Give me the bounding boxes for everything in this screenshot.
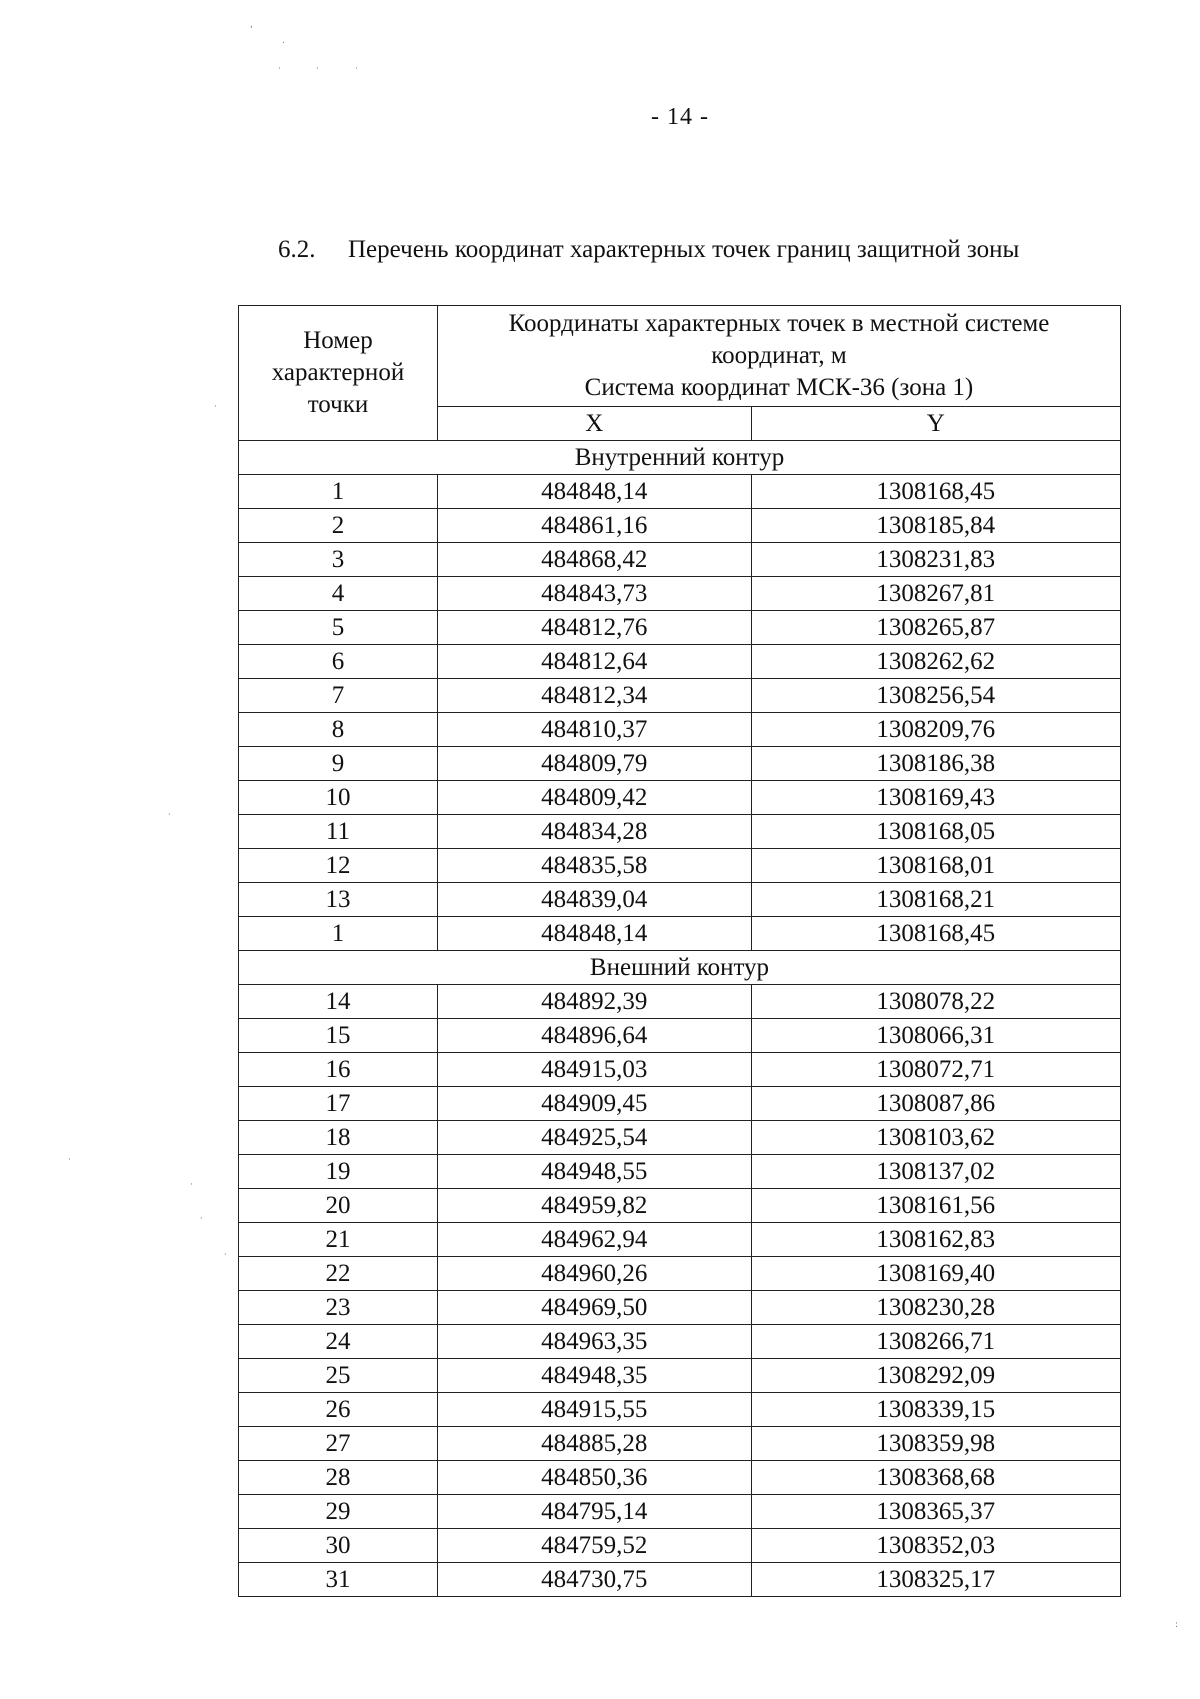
y-coordinate-cell: 1308185,84 [751, 509, 1121, 543]
scan-speck: · [224, 1250, 227, 1260]
y-coordinate-cell: 1308168,45 [751, 475, 1121, 509]
table-row [239, 1053, 1121, 1087]
section-number: 6.2. [278, 236, 316, 263]
y-coordinate-cell: 1308087,86 [751, 1087, 1121, 1121]
y-coordinate-cell: 1308209,76 [751, 713, 1121, 747]
table-row [239, 577, 1121, 611]
x-coordinate-cell: 484795,14 [437, 1495, 751, 1529]
coordinates-table [238, 305, 1121, 1597]
x-coordinate-cell: 484848,14 [437, 917, 751, 951]
x-coordinate-cell: 484850,36 [437, 1461, 751, 1495]
point-number-cell: 16 [239, 1053, 438, 1087]
point-number-cell: 1 [239, 475, 438, 509]
y-coordinate-cell: 1308265,87 [751, 611, 1121, 645]
table-row [239, 1427, 1121, 1461]
table-row [239, 883, 1121, 917]
table-row [239, 849, 1121, 883]
scan-speck: , [250, 20, 253, 30]
table-row [239, 1257, 1121, 1291]
point-number-cell: 9 [239, 747, 438, 781]
point-number-cell: 19 [239, 1155, 438, 1189]
point-number-cell: 8 [239, 713, 438, 747]
table-row [239, 1121, 1121, 1155]
table-row [239, 1019, 1121, 1053]
point-number-cell: 13 [239, 883, 438, 917]
table-row [239, 509, 1121, 543]
contour-header-row [239, 441, 1121, 475]
y-coordinate-cell: 1308072,71 [751, 1053, 1121, 1087]
table-row [239, 1155, 1121, 1189]
x-coordinate-cell: 484809,42 [437, 781, 751, 815]
y-coordinate-cell: 1308231,83 [751, 543, 1121, 577]
section-heading [278, 236, 1019, 264]
x-coordinate-cell: 484896,64 [437, 1019, 751, 1053]
table-row [239, 1087, 1121, 1121]
table-body [239, 441, 1121, 1597]
point-number-cell: 3 [239, 543, 438, 577]
point-number-cell: 28 [239, 1461, 438, 1495]
table-row [239, 917, 1121, 951]
y-coordinate-cell: 1308365,37 [751, 1495, 1121, 1529]
coordinates-header-line1: Координаты характерных точек в местной системе координат, м [508, 310, 1050, 369]
point-number-cell: 7 [239, 679, 438, 713]
point-number-cell: 6 [239, 645, 438, 679]
scan-speck: : [1175, 1620, 1179, 1630]
y-coordinate-cell: 1308186,38 [751, 747, 1121, 781]
table-row [239, 475, 1121, 509]
point-number-cell: 2 [239, 509, 438, 543]
table-row [239, 679, 1121, 713]
point-number-cell: 5 [239, 611, 438, 645]
point-number-cell: 20 [239, 1189, 438, 1223]
y-coordinate-cell: 1308267,81 [751, 577, 1121, 611]
y-coordinate-cell: 1308168,21 [751, 883, 1121, 917]
y-coordinate-cell: 1308078,22 [751, 985, 1121, 1019]
x-coordinate-cell: 484915,55 [437, 1393, 751, 1427]
point-number-cell: 1 [239, 917, 438, 951]
y-coordinate-cell: 1308266,71 [751, 1325, 1121, 1359]
y-coordinate-cell: 1308103,62 [751, 1121, 1121, 1155]
table-row [239, 713, 1121, 747]
coordinates-header [437, 306, 1120, 407]
table-row [239, 781, 1121, 815]
y-coordinate-cell: 1308162,83 [751, 1223, 1121, 1257]
table-header-row [239, 306, 1121, 407]
table-row [239, 543, 1121, 577]
x-coordinate-cell: 484962,94 [437, 1223, 751, 1257]
y-coordinate-cell: 1308352,03 [751, 1529, 1121, 1563]
point-number-cell: 31 [239, 1563, 438, 1597]
table-row [239, 645, 1121, 679]
x-header: X [437, 407, 751, 441]
table-row [239, 1529, 1121, 1563]
point-number-cell: 30 [239, 1529, 438, 1563]
table-row [239, 747, 1121, 781]
point-number-cell: 4 [239, 577, 438, 611]
x-coordinate-cell: 484963,35 [437, 1325, 751, 1359]
x-coordinate-cell: 484810,37 [437, 713, 751, 747]
x-coordinate-cell: 484759,52 [437, 1529, 751, 1563]
point-number-cell: 10 [239, 781, 438, 815]
point-number-cell: 21 [239, 1223, 438, 1257]
point-number-cell: 15 [239, 1019, 438, 1053]
x-coordinate-cell: 484848,14 [437, 475, 751, 509]
coordinates-header-line2: Система координат МСК-36 (зона 1) [584, 374, 974, 401]
point-number-cell: 22 [239, 1257, 438, 1291]
scan-speck: · [68, 1155, 71, 1165]
y-coordinate-cell: 1308359,98 [751, 1427, 1121, 1461]
table-row [239, 611, 1121, 645]
x-coordinate-cell: 484960,26 [437, 1257, 751, 1291]
scan-speck: · [214, 402, 217, 412]
y-coordinate-cell: 1308066,31 [751, 1019, 1121, 1053]
point-number-cell: 11 [239, 815, 438, 849]
scan-speck: . [282, 36, 285, 46]
table-row [239, 1495, 1121, 1529]
x-coordinate-cell: 484809,79 [437, 747, 751, 781]
section-title: Перечень координат характерных точек границ защитной зоны [348, 236, 1020, 263]
table-row [239, 1291, 1121, 1325]
point-number-cell: 25 [239, 1359, 438, 1393]
page-number: - 14 - [651, 104, 709, 130]
y-coordinate-cell: 1308256,54 [751, 679, 1121, 713]
x-coordinate-cell: 484843,73 [437, 577, 751, 611]
scan-speck: · [168, 810, 171, 820]
y-coordinate-cell: 1308168,01 [751, 849, 1121, 883]
x-coordinate-cell: 484892,39 [437, 985, 751, 1019]
y-coordinate-cell: 1308161,56 [751, 1189, 1121, 1223]
table-row [239, 1563, 1121, 1597]
table-row [239, 985, 1121, 1019]
x-coordinate-cell: 484909,45 [437, 1087, 751, 1121]
x-coordinate-cell: 484969,50 [437, 1291, 751, 1325]
scan-speck: · [190, 1180, 193, 1190]
point-number-cell: 12 [239, 849, 438, 883]
x-coordinate-cell: 484834,28 [437, 815, 751, 849]
y-coordinate-cell: 1308230,28 [751, 1291, 1121, 1325]
y-coordinate-cell: 1308262,62 [751, 645, 1121, 679]
scan-speck: · [355, 64, 358, 74]
table-row [239, 1359, 1121, 1393]
x-coordinate-cell: 484861,16 [437, 509, 751, 543]
y-coordinate-cell: 1308169,40 [751, 1257, 1121, 1291]
y-coordinate-cell: 1308169,43 [751, 781, 1121, 815]
contour-header-row [239, 951, 1121, 985]
x-coordinate-cell: 484812,64 [437, 645, 751, 679]
x-coordinate-cell: 484885,28 [437, 1427, 751, 1461]
point-number-header: Номер характерной точки [239, 306, 438, 441]
y-coordinate-cell: 1308368,68 [751, 1461, 1121, 1495]
x-coordinate-cell: 484812,76 [437, 611, 751, 645]
x-coordinate-cell: 484835,58 [437, 849, 751, 883]
table-row [239, 1325, 1121, 1359]
table-row [239, 815, 1121, 849]
point-number-cell: 26 [239, 1393, 438, 1427]
x-coordinate-cell: 484730,75 [437, 1563, 751, 1597]
y-header: Y [751, 407, 1121, 441]
table-row [239, 1189, 1121, 1223]
point-number-cell: 14 [239, 985, 438, 1019]
contour-title: Внутренний контур [239, 441, 1121, 475]
point-number-cell: 29 [239, 1495, 438, 1529]
scan-speck: · [316, 64, 319, 74]
scan-speck: · [278, 64, 281, 74]
scan-speck: · [200, 1214, 203, 1224]
point-number-cell: 17 [239, 1087, 438, 1121]
point-number-cell: 23 [239, 1291, 438, 1325]
x-coordinate-cell: 484915,03 [437, 1053, 751, 1087]
x-coordinate-cell: 484839,04 [437, 883, 751, 917]
x-coordinate-cell: 484959,82 [437, 1189, 751, 1223]
x-coordinate-cell: 484812,34 [437, 679, 751, 713]
point-number-cell: 27 [239, 1427, 438, 1461]
y-coordinate-cell: 1308292,09 [751, 1359, 1121, 1393]
y-coordinate-cell: 1308325,17 [751, 1563, 1121, 1597]
y-coordinate-cell: 1308339,15 [751, 1393, 1121, 1427]
table-row [239, 1223, 1121, 1257]
table-row [239, 1461, 1121, 1495]
contour-title: Внешний контур [239, 951, 1121, 985]
x-coordinate-cell: 484948,35 [437, 1359, 751, 1393]
x-coordinate-cell: 484925,54 [437, 1121, 751, 1155]
y-coordinate-cell: 1308137,02 [751, 1155, 1121, 1189]
x-coordinate-cell: 484868,42 [437, 543, 751, 577]
y-coordinate-cell: 1308168,05 [751, 815, 1121, 849]
x-coordinate-cell: 484948,55 [437, 1155, 751, 1189]
table-row [239, 1393, 1121, 1427]
point-number-cell: 18 [239, 1121, 438, 1155]
y-coordinate-cell: 1308168,45 [751, 917, 1121, 951]
point-number-cell: 24 [239, 1325, 438, 1359]
